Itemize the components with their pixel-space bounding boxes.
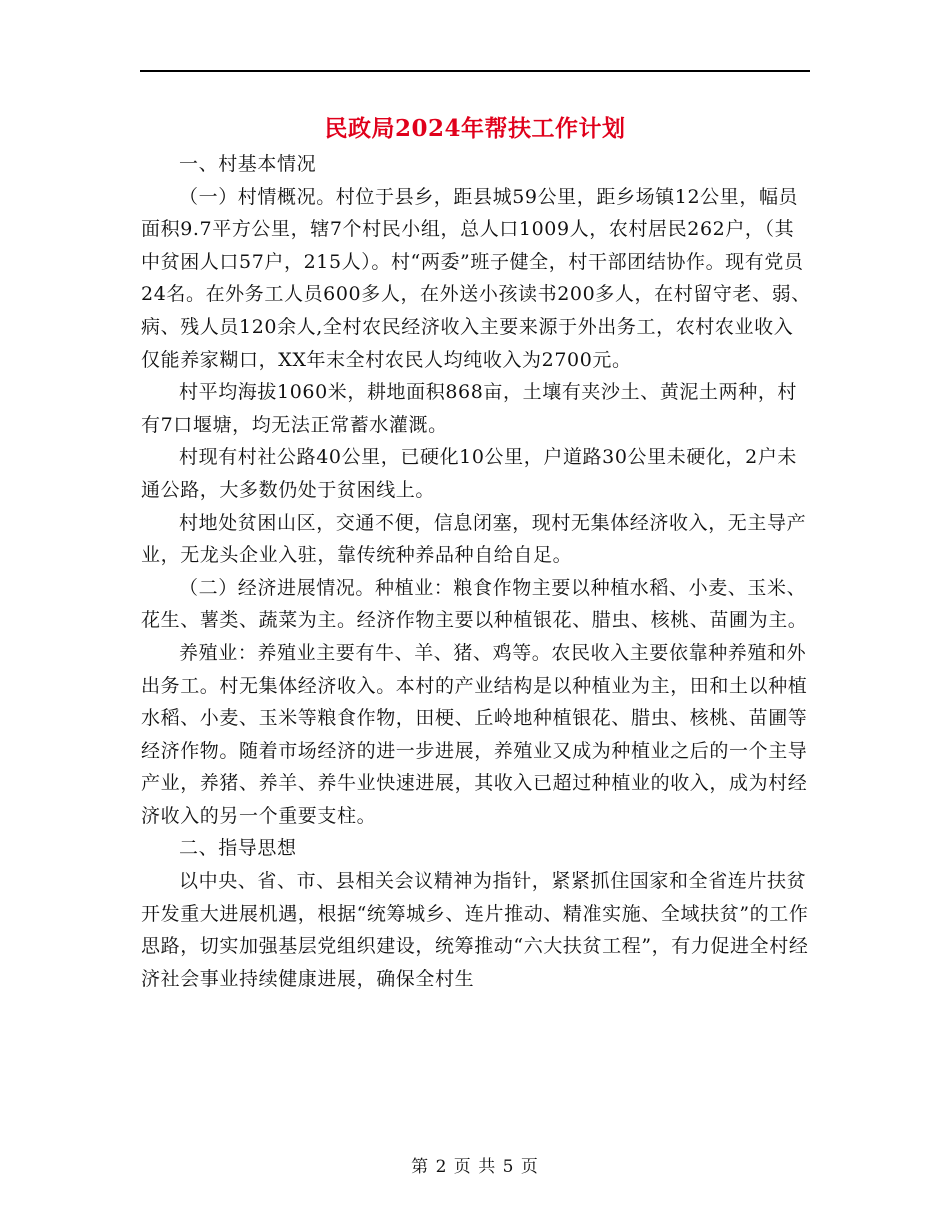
paragraph: 以中央、省、市、县相关会议精神为指针，紧紧抓住国家和全省连片扶贫开发重大进展机遇，根据“统筹城乡、连片推动、精准实施、全域扶贫”的工作思路，切实加强基层党组织建设，统筹推动“六大扶贫工程”，有力促进全村经济社会事业持续健康进展，确保全村生 (141, 870, 809, 990)
document-title: 民政局2024年帮扶工作计划 (324, 115, 626, 142)
paragraph: 养殖业：养殖业主要有牛、羊、猪、鸡等。农民收入主要依靠种养殖和外出务工。村无集体经济收入。本村的产业结构是以种植业为主，田和土以种植水稻、小麦、玉米等粮食作物，田梗、丘岭地种植银花、腊虫、核桃、苗圃等经济作物。随着市场经济的进一步进展，养殖业又成为种植业之后的一个主导产业，养猪、养羊、养牛业快速进展，其收入已超过种植业的收入，成为村经济收入的另一个重要支柱。 (141, 641, 808, 827)
paragraph: 村平均海拔1060米，耕地面积868亩，土壤有夹沙土、黄泥土两种，村有7口堰塘，均无法正常蓄水灌溉。 (141, 381, 798, 436)
paragraph: 村现有村社公路40公里，已硬化10公里，户道路30公里未硬化，2户未通公路，大多数仍处于贫困线上。 (141, 446, 798, 501)
header-rule (140, 70, 810, 72)
page-footer: 第 2 页 共 5 页 (411, 1157, 539, 1177)
document-body (141, 148, 811, 995)
section-heading: 二、指导思想 (179, 837, 297, 860)
paragraph: 村地处贫困山区，交通不便，信息闭塞，现村无集体经济收入，无主导产业，无龙头企业入驻，靠传统种养品种自给自足。 (141, 511, 807, 567)
paragraph: （一）村情概况。村位于县乡，距县城59公里，距乡场镇12公里，幅员面积9.7平方公里，辖7个村民小组，总人口1009人，农村居民262户，（其中贫困人口57户，215人）。村“两委”班子健全，村干部团结协作。现有党员24名。在外务工人员600多人，在外送小孩读书200多人，在村留守老、弱、病、残人员120余人,全村农民经济收入主要来源于外出务工，农村农业收入仅能养家糊口，XX年末全村农民人均纯收入为2700元。 (141, 185, 811, 371)
section-heading: 一、村基本情况 (179, 153, 317, 175)
paragraph: （二）经济进展情况。种植业：粮食作物主要以种植水稻、小麦、玉米、花生、薯类、蔬菜为主。经济作物主要以种植银花、腊虫、核桃、苗圃为主。 (141, 576, 808, 632)
